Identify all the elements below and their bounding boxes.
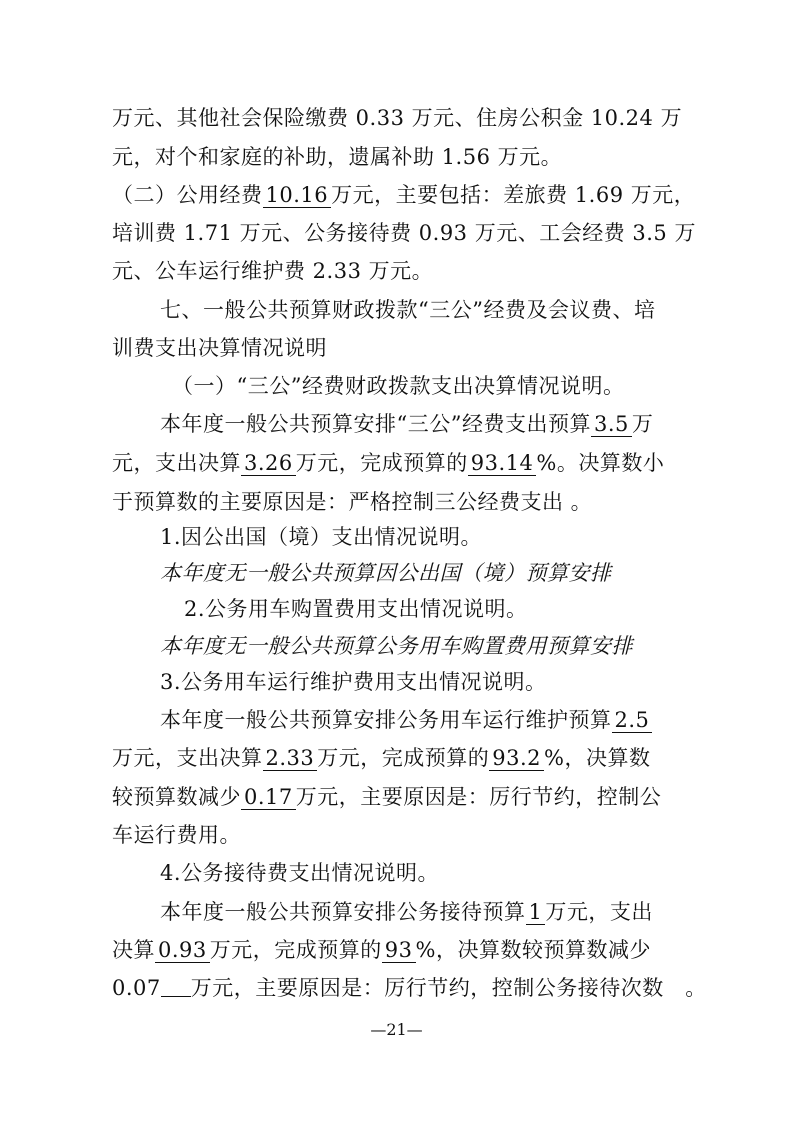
paragraph-line: 0.07 万元，主要原因是：厉行节约，控制公务接待次数 。 [112, 976, 707, 1000]
item-heading: 1.因公出国（境）支出情况说明。 [160, 525, 483, 549]
paragraph-line: 较预算数减少 0.17 万元，主要原因是：厉行节约，控制公 [112, 785, 662, 809]
underlined-value: 0.93 [155, 938, 210, 963]
underlined-value: 0.17 [241, 785, 296, 810]
paragraph-line: 车运行费用。 [112, 823, 241, 847]
italic-note: 本年度无一般公共预算公务用车购置费用预算安排 [160, 634, 633, 658]
item-heading: 4.公务接待费支出情况说明。 [160, 861, 440, 885]
underlined-value: 3.5 [591, 412, 632, 437]
underlined-value: 93.14 [468, 451, 537, 476]
subsection-heading: （一）“三公”经费财政拨款支出决算情况说明。 [172, 374, 625, 398]
paragraph-line: 本年度一般公共预算安排公务用车运行维护预算 2.5 [0, 705, 793, 735]
item-heading: 2.公务用车购置费用支出情况说明。 [184, 597, 528, 621]
underlined-value: 93 [382, 938, 416, 963]
paragraph-line: 万元、其他社会保险缴费 0.33 万元、住房公积金 10.24 万 [112, 106, 683, 130]
paragraph-line: 决算 0.93 万元，完成预算的 93 %，决算数较预算数减少 [112, 938, 651, 962]
section-heading-public-funds: （二）公用经费 10.16 万元，主要包括：差旅费 1.69 万元， [112, 183, 696, 207]
underlined-value: 93.2 [489, 746, 544, 771]
underlined-value: 1 [526, 900, 546, 925]
paragraph-line: 万元，支出决算 2.33 万元，完成预算的 93.2 %，决算数 [112, 746, 651, 770]
paragraph-line: 培训费 1.71 万元、公务接待费 0.93 万元、工会经费 3.5 万 [112, 221, 696, 245]
paragraph-line: 元，对个和家庭的补助，遗属补助 1.56 万元。 [112, 145, 563, 169]
paragraph-line: 本年度一般公共预算安排公务接待预算 1 万元，支出 [160, 900, 653, 924]
underlined-value: 3.26 [241, 451, 296, 476]
paragraph-line: 元、公车运行维护费 2.33 万元。 [112, 259, 434, 283]
section-heading-seven: 七、一般公共预算财政拨款“三公”经费及会议费、培 [160, 298, 656, 322]
paragraph-line: 本年度一般公共预算安排“三公”经费支出预算 3.5 万 [160, 412, 654, 436]
underline-blank [161, 974, 191, 997]
underlined-value: 2.5 [612, 708, 653, 733]
underlined-value: 2.33 [263, 746, 318, 771]
paragraph-line: 于预算数的主要原因是：严格控制三公经费支出 。 [112, 490, 593, 514]
italic-note: 本年度无一般公共预算因公出国（境）预算安排 [160, 561, 612, 585]
paragraph-line: 元，支出决算 3.26 万元，完成预算的 93.14 %。决算数小 [112, 451, 665, 475]
page-number: —21— [370, 1020, 423, 1039]
section-heading-seven-cont: 训费支出决算情况说明 [112, 336, 327, 360]
underlined-value: 10.16 [263, 183, 332, 208]
item-heading: 3.公务用车运行维护费用支出情况说明。 [160, 670, 547, 694]
